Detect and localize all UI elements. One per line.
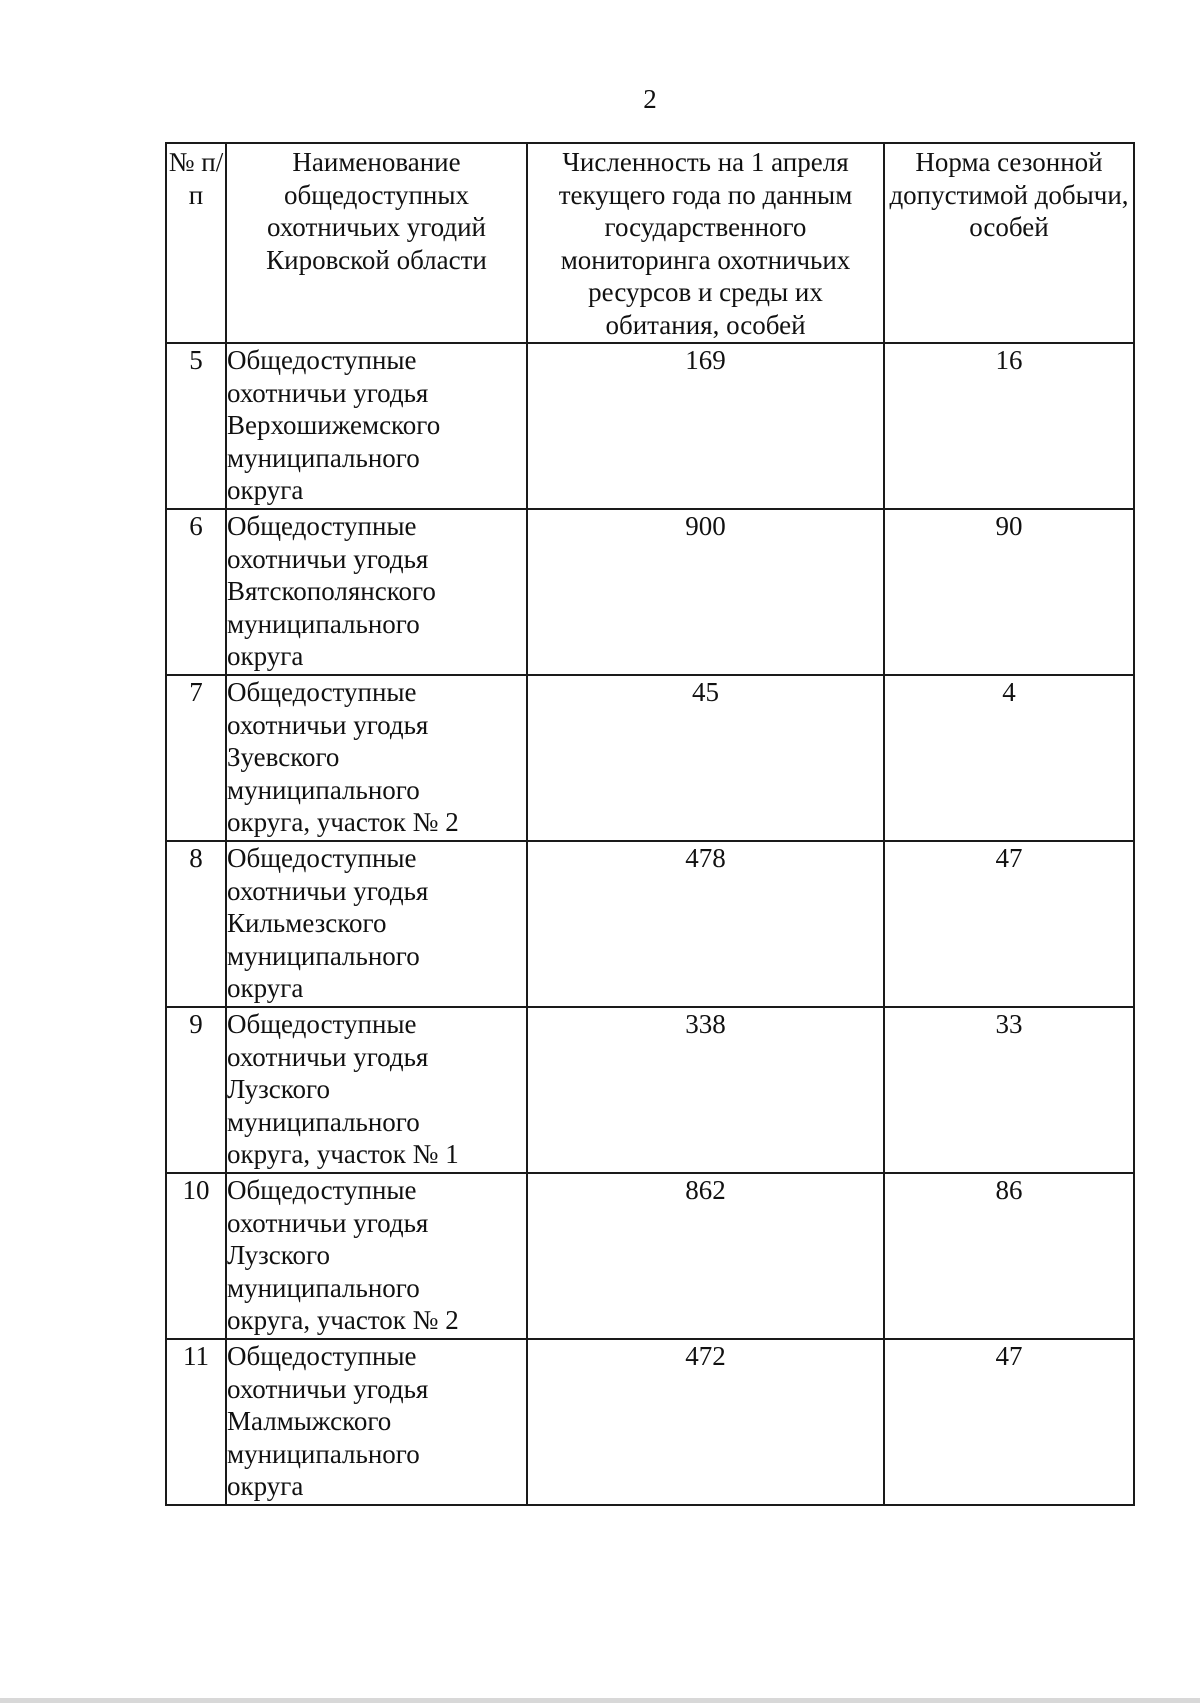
row-number-cell: 7	[166, 675, 226, 841]
row-number-cell: 6	[166, 509, 226, 675]
ground-name-line: Лузского	[227, 1240, 330, 1270]
header-population: Численность на 1 апреля текущего года по данным государственного мониторинга охотничьих ресурсов и среды их обитания, особей	[527, 143, 884, 343]
row-number-cell: 5	[166, 343, 226, 509]
harvest-norm-cell: 16	[884, 343, 1134, 509]
ground-name-line: муниципального	[227, 608, 420, 639]
ground-name-line: Верхошижемского	[227, 410, 441, 440]
ground-name-line: Общедоступные	[227, 677, 417, 707]
ground-name-line: округа, участок № 1	[227, 1139, 459, 1169]
harvest-norm-cell: 47	[884, 1339, 1134, 1505]
table-row	[166, 343, 1134, 509]
population-cell: 45	[527, 675, 884, 841]
population-cell: 862	[527, 1173, 884, 1339]
harvest-norm-cell: 86	[884, 1173, 1134, 1339]
population-cell: 472	[527, 1339, 884, 1505]
harvest-norm-cell: 4	[884, 675, 1134, 841]
row-number-cell: 11	[166, 1339, 226, 1505]
ground-name-line: Лузского	[227, 1074, 330, 1104]
ground-name-line: Общедоступные	[227, 345, 417, 375]
ground-name-line: Кильмезского	[227, 908, 387, 938]
harvest-norm-cell: 33	[884, 1007, 1134, 1173]
ground-name-line: Зуевского	[227, 742, 340, 772]
ground-name-line: муниципального	[227, 1272, 420, 1303]
table-row	[166, 509, 1134, 675]
ground-name-line: муниципального	[227, 442, 420, 473]
ground-name-line: округа, участок № 2	[227, 1305, 459, 1335]
harvest-norm-cell: 90	[884, 509, 1134, 675]
ground-name-line: Вятскополянского	[227, 576, 436, 606]
ground-name-cell	[226, 1339, 527, 1505]
page-number: 2	[643, 84, 657, 114]
header-number: № п/п	[166, 143, 226, 343]
harvest-norm-cell: 47	[884, 841, 1134, 1007]
ground-name-line: муниципального	[227, 1106, 420, 1137]
table-row	[166, 1339, 1134, 1505]
scan-bottom-edge	[0, 1698, 1200, 1703]
ground-name-line: округа	[227, 1471, 304, 1501]
hunting-grounds-table	[165, 142, 1135, 1506]
table-row	[166, 675, 1134, 841]
table-header-row	[166, 143, 1134, 343]
ground-name-line: охотничьи угодья	[227, 709, 429, 740]
ground-name-line: округа	[227, 973, 304, 1003]
ground-name-cell	[226, 841, 527, 1007]
ground-name-line: охотничьи угодья	[227, 543, 429, 574]
ground-name-line: Общедоступные	[227, 1341, 417, 1371]
ground-name-cell	[226, 343, 527, 509]
header-harvest-norm: Норма сезонной допустимой добычи, особей	[884, 143, 1134, 343]
ground-name-cell	[226, 1173, 527, 1339]
ground-name-line: муниципального	[227, 774, 420, 805]
table-row	[166, 1173, 1134, 1339]
row-number-cell: 10	[166, 1173, 226, 1339]
population-cell: 478	[527, 841, 884, 1007]
table-row	[166, 841, 1134, 1007]
table-body	[166, 343, 1134, 1505]
ground-name-line: Общедоступные	[227, 843, 417, 873]
ground-name-line: Малмыжского	[227, 1406, 392, 1436]
ground-name-cell	[226, 509, 527, 675]
ground-name-line: охотничьи угодья	[227, 1207, 429, 1238]
table-row	[166, 1007, 1134, 1173]
population-cell: 900	[527, 509, 884, 675]
ground-name-line: округа	[227, 475, 304, 505]
header-ground-name: Наименование общедоступных охотничьих угодий Кировской области	[226, 143, 527, 343]
ground-name-line: муниципального	[227, 940, 420, 971]
ground-name-line: Общедоступные	[227, 1009, 417, 1039]
ground-name-cell	[226, 1007, 527, 1173]
row-number-cell: 9	[166, 1007, 226, 1173]
ground-name-line: охотничьи угодья	[227, 1373, 429, 1404]
ground-name-line: Общедоступные	[227, 511, 417, 541]
row-number-cell: 8	[166, 841, 226, 1007]
ground-name-line: округа	[227, 641, 304, 671]
ground-name-line: округа, участок № 2	[227, 807, 459, 837]
ground-name-line: охотничьи угодья	[227, 1041, 429, 1072]
ground-name-cell	[226, 675, 527, 841]
population-cell: 169	[527, 343, 884, 509]
population-cell: 338	[527, 1007, 884, 1173]
ground-name-line: охотничьи угодья	[227, 377, 429, 408]
ground-name-line: Общедоступные	[227, 1175, 417, 1205]
ground-name-line: муниципального	[227, 1438, 420, 1469]
ground-name-line: охотничьи угодья	[227, 875, 429, 906]
